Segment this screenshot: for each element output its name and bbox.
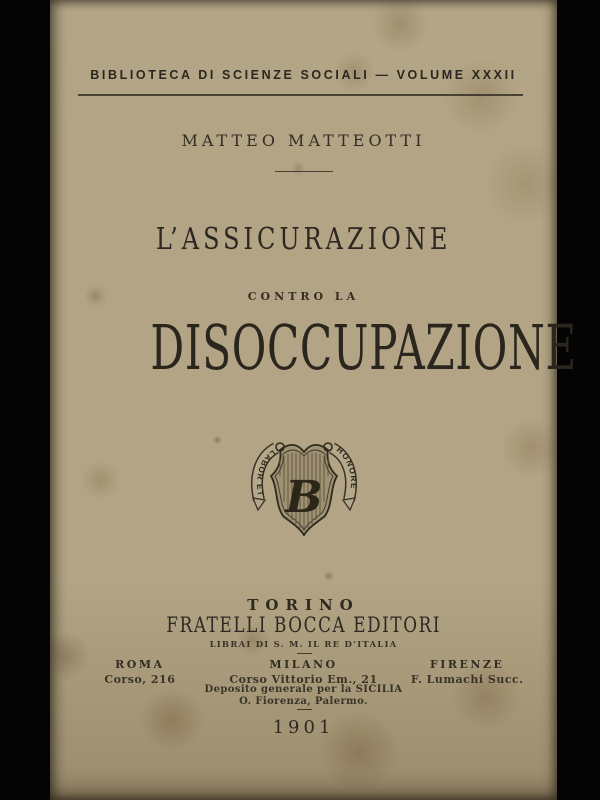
header-rule [78, 94, 523, 96]
royal-bookseller-line: LIBRAI DI S. M. IL RE D’ITALIA [209, 640, 398, 650]
branch-firenze [385, 658, 549, 686]
title-line-2: CONTRO LA [247, 290, 360, 303]
ribbon-left-motto: LABOR ET [254, 448, 277, 498]
author-name: MATTEO MATTEOTTI [181, 131, 426, 150]
deposit-line-2: O. Fiorenza, Palermo. [239, 696, 368, 707]
publisher-emblem-graphic [238, 430, 370, 546]
publisher-emblem [50, 430, 557, 546]
branch-milano-city: MILANO [269, 658, 338, 671]
branch-roma-address: Corso, 216 [104, 673, 176, 686]
title-line-3-text: DISOCCUPAZIONE [150, 311, 577, 384]
title-line-1 [50, 222, 557, 257]
ribbon-right-motto: HONORE [334, 445, 358, 491]
imprint-divider-bottom [297, 709, 312, 710]
deposit-note [50, 684, 557, 708]
publisher-name [50, 613, 557, 637]
title-line-3 [50, 311, 577, 384]
series-title: BIBLIOTECA DI SCIENZE SOCIALI — VOLUME XXXII [90, 68, 517, 82]
branch-addresses [58, 658, 549, 686]
publisher-name-text: FRATELLI BOCCA EDITORI [166, 613, 441, 637]
imprint-city: TORINO [247, 596, 360, 614]
imprint-divider-top [297, 653, 312, 654]
branch-firenze-address: F. Lumachi Succ. [410, 673, 524, 686]
publication-year: 1901 [272, 717, 335, 738]
book-cover-paper [50, 0, 577, 800]
branch-roma-city: ROMA [115, 658, 165, 671]
branch-roma [58, 658, 222, 686]
deposit-line-1: Deposito generale per la SICILIA [204, 684, 403, 695]
author-rule [275, 171, 333, 172]
branch-milano-address: Corso Vittorio Em., 21 [229, 673, 378, 686]
branch-firenze-city: FIRENZE [429, 658, 505, 671]
title-line-1-text: L’ASSICURAZIONE [155, 222, 452, 257]
branch-milano [222, 658, 386, 686]
publisher-monogram: B [284, 472, 323, 523]
